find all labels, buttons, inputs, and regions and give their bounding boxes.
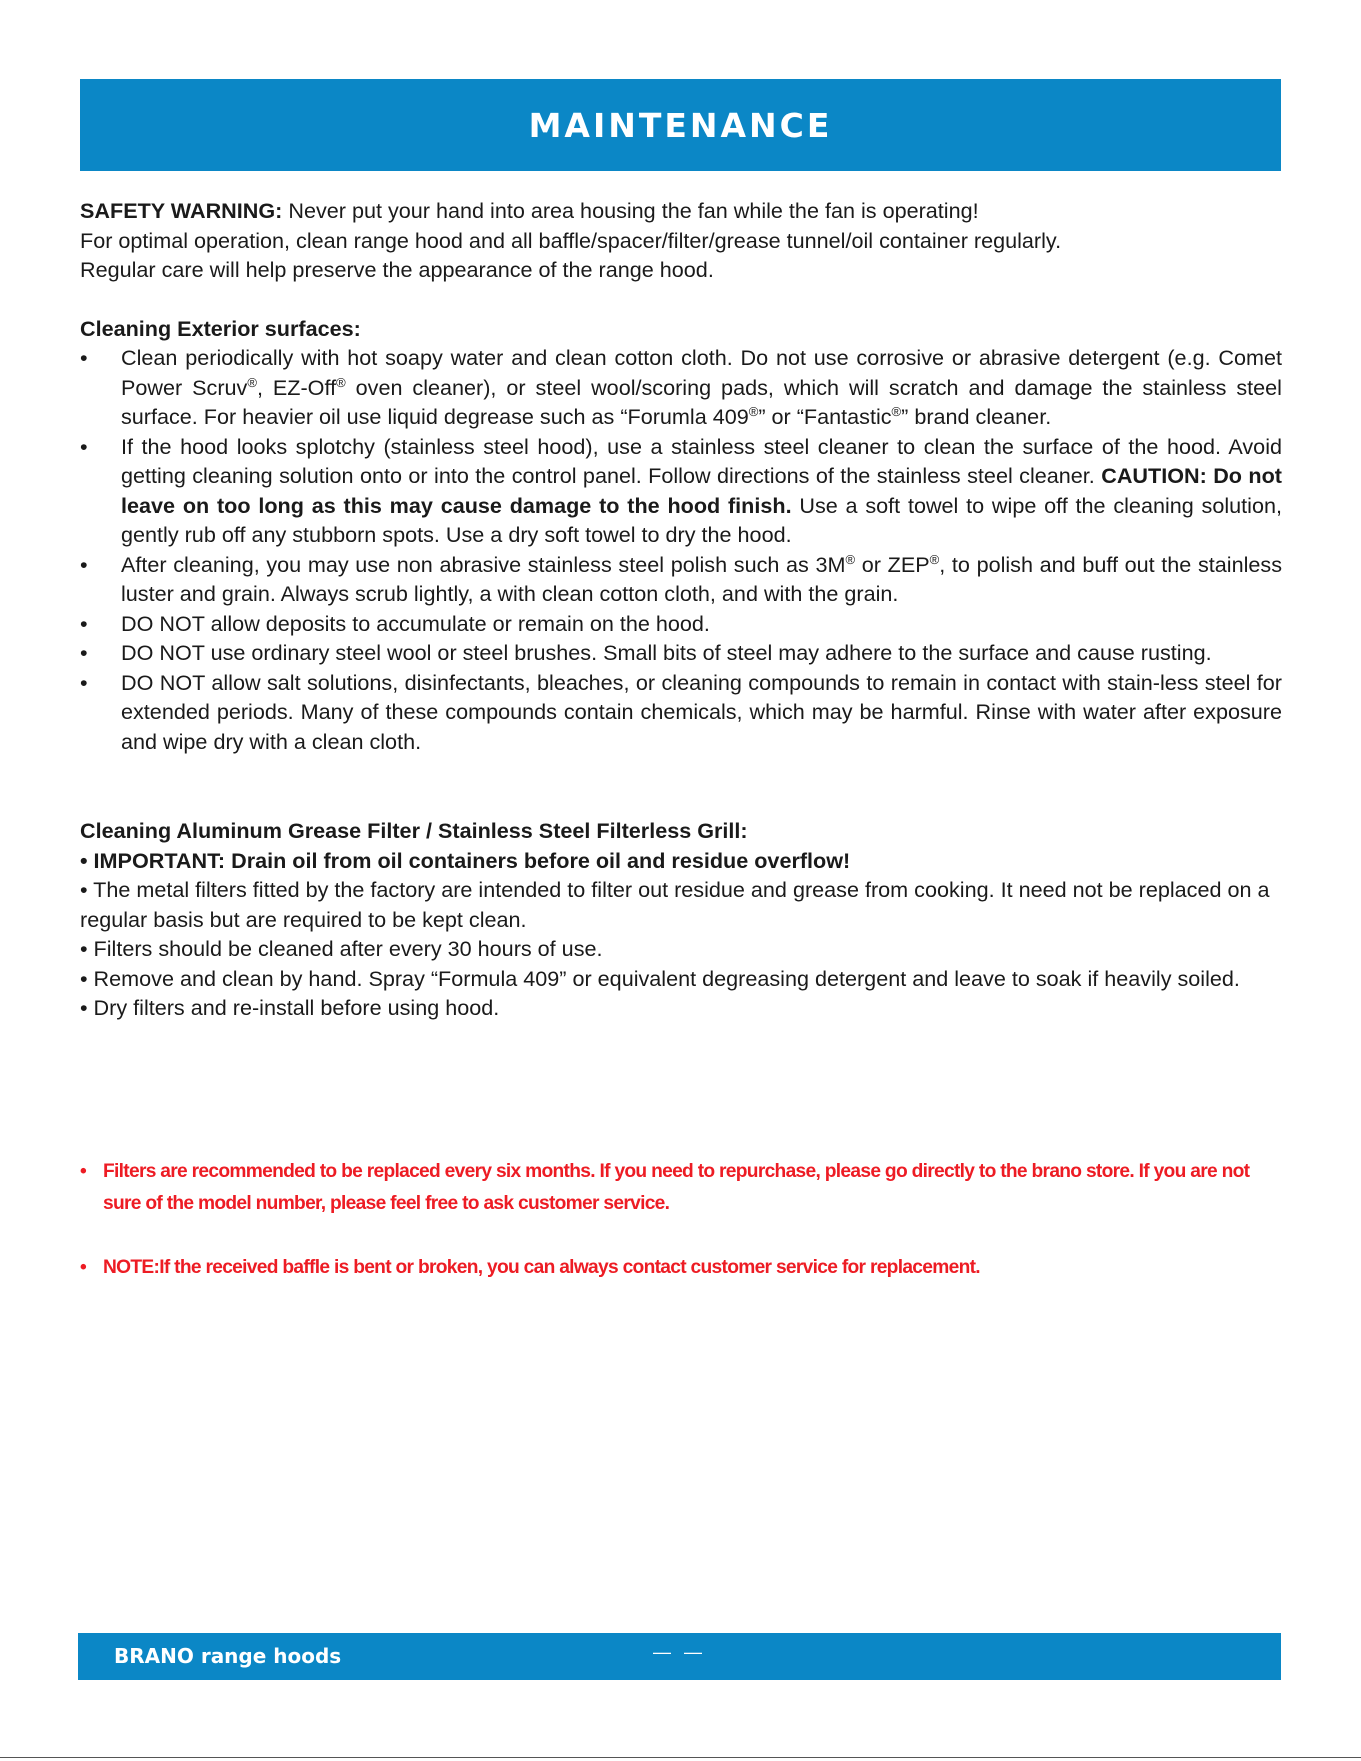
bullet-icon: • <box>80 551 88 577</box>
bullet-icon: • <box>80 610 88 636</box>
list-item-text: DO NOT use ordinary steel wool or steel brushes. Small bits of steel may adhere to the surface and cause rusting. <box>121 640 1212 665</box>
page-edge-divider <box>0 1757 1361 1758</box>
bullet-icon: • <box>80 1257 87 1278</box>
caution-text: CAUTION: Do not leave on too long as this may cause damage to the hood finish. <box>121 463 1282 518</box>
filter-line: • Filters should be cleaned after every 30 hours of use. <box>80 936 603 961</box>
list-item <box>80 638 1282 668</box>
header-banner <box>80 79 1281 171</box>
list-item <box>80 550 1282 609</box>
filter-line: • Remove and clean by hand. Spray “Formula 409” or equivalent degreasing detergent and leave to soak if heavily soiled. <box>80 965 1240 991</box>
footer-banner <box>78 1633 1281 1680</box>
list-item-text: If the hood looks splotchy (stainless steel hood), use a stainless steel cleaner to clean the surface of the hood. Avoid getting cleaning solution onto or into the control panel. Follow directions of the stainless steel cleaner. <box>121 433 1282 488</box>
list-item-text: or ZEP <box>855 551 930 577</box>
registered-mark: ® <box>891 404 902 419</box>
list-item-text: DO NOT allow deposits to accumulate or remain on the hood. <box>121 610 710 636</box>
note-text: Filters are recommended to be replaced every six months. If you need to repurchase, please go directly to the brano store. If you are not sure of the model number, please feel free to ask customer service. <box>103 1161 1250 1214</box>
exterior-list <box>80 343 1282 756</box>
red-notes <box>80 1156 1280 1284</box>
registered-mark: ® <box>845 551 856 567</box>
list-item-text: Use a soft towel to wipe off the cleaning solution, gently rub off any stubborn spots. Use a dry soft towel to dry the hood. <box>121 492 1282 547</box>
exterior-section-title: Cleaning Exterior surfaces: <box>80 315 361 341</box>
filter-line: • Dry filters and re-install before using hood. <box>80 995 500 1020</box>
registered-mark: ® <box>748 404 759 419</box>
list-item-text: , to polish and buff out the stainless luster and grain. Always scrub lightly, a with clean cotton cloth, and with the grain. <box>121 551 1282 606</box>
note-text: NOTE:If the received baffle is bent or broken, you can always contact customer service for replacement. <box>103 1257 980 1278</box>
spacer <box>80 285 1282 314</box>
filter-section-title: Cleaning Aluminum Grease Filter / Stainless Steel Filterless Grill: <box>80 818 748 843</box>
bullet-icon: • <box>80 640 88 665</box>
list-item <box>80 343 1282 432</box>
safety-warning-label: SAFETY WARNING: <box>80 198 283 223</box>
page-number: — — <box>653 1642 707 1662</box>
bullet-icon: • <box>80 1161 87 1182</box>
list-item-text: oven cleaner), or steel wool/scoring pads, which will scratch and damage the stainless steel surface. For heavier oil use liquid degrease such as “Forumla 409 <box>121 374 1282 429</box>
spacer <box>80 1220 1280 1252</box>
list-item-text: Clean periodically with hot soapy water and clean cotton cloth. Do not use corrosive or abrasive detergent (e.g. Comet Power Scruv <box>121 345 1282 400</box>
notes-list <box>80 1156 1280 1284</box>
note-item <box>80 1156 1280 1220</box>
page-title: MAINTENANCE <box>528 105 833 145</box>
bullet-icon: • <box>80 669 88 695</box>
list-item <box>80 609 1282 639</box>
bullet-icon: • <box>80 345 88 370</box>
list-item-text: , EZ-Off <box>256 374 337 400</box>
registered-mark: ® <box>929 551 940 567</box>
list-item <box>80 668 1282 757</box>
list-item <box>80 432 1282 550</box>
list-item-text: After cleaning, you may use non abrasive stainless steel polish such as 3M <box>121 551 846 577</box>
important-notice: • IMPORTANT: Drain oil from oil containers before oil and residue overflow! <box>80 847 851 873</box>
list-item-text: ” or “Fantastic <box>758 404 892 429</box>
spacer <box>80 756 1282 816</box>
footer-brand: BRANO range hoods <box>114 1644 342 1668</box>
main-content <box>80 196 1282 1023</box>
safety-warning <box>80 196 1282 226</box>
registered-mark: ® <box>247 374 257 390</box>
intro-line-2: For optimal operation, clean range hood and all baffle/spacer/filter/grease tunnel/oil container regularly. <box>80 227 1062 253</box>
list-item-text: ” brand cleaner. <box>901 404 1052 429</box>
intro-line-3: Regular care will help preserve the appearance of the range hood. <box>80 257 714 282</box>
bullet-icon: • <box>80 433 88 459</box>
note-item <box>80 1252 1280 1284</box>
filter-line: • The metal filters fitted by the factory are intended to filter out residue and grease from cooking. It need not be replaced on a regular basis but are required to be kept clean. <box>80 877 1270 932</box>
registered-mark: ® <box>336 374 346 390</box>
safety-warning-text: Never put your hand into area housing the fan while the fan is operating! <box>282 198 979 223</box>
list-item-text: DO NOT allow salt solutions, disinfectants, bleaches, or cleaning compounds to remain in contact with stain-less steel for extended periods. Many of these compounds contain chemicals, which may be harmful. Rinse with water after exposure and wipe dry with a clean cloth. <box>121 669 1282 754</box>
